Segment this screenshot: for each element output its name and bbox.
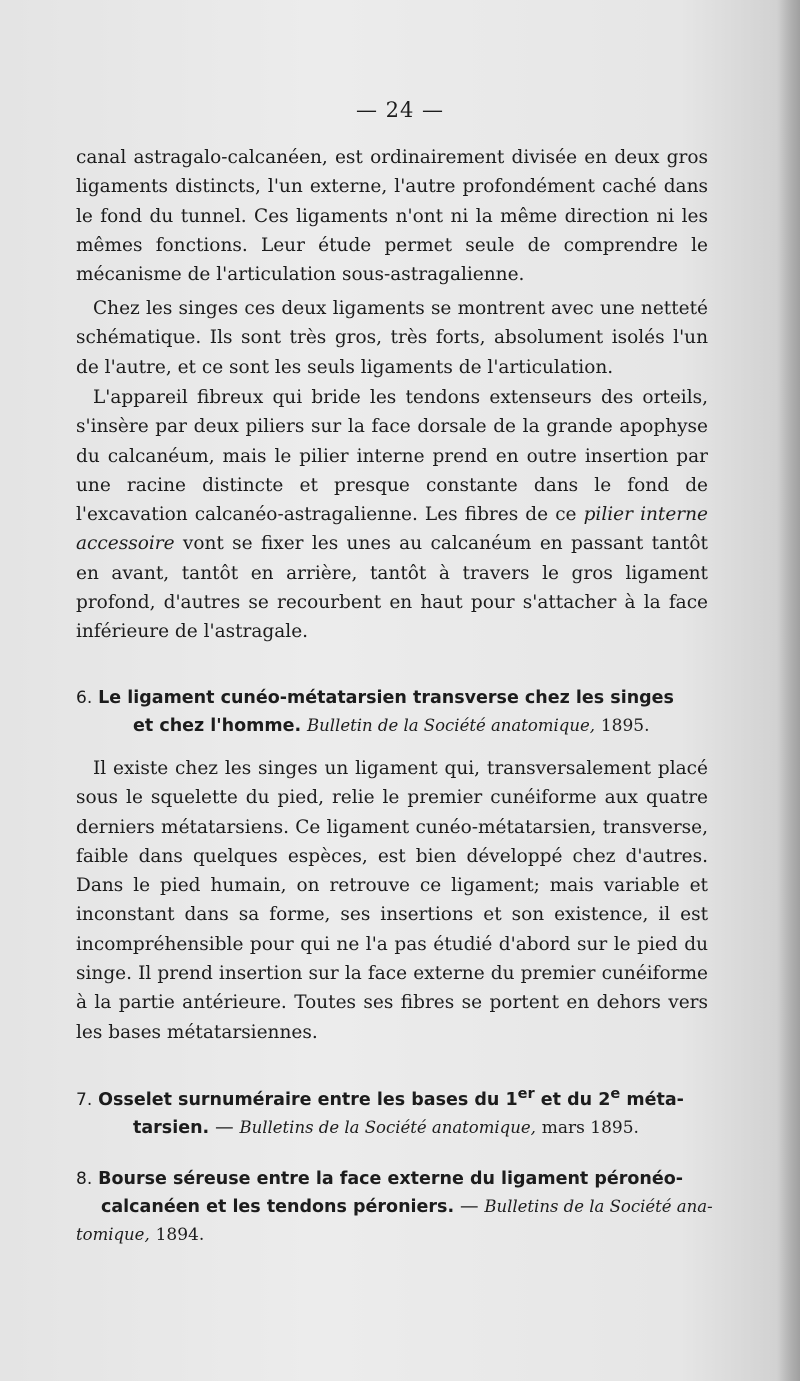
entry-line	[76, 684, 714, 712]
entry-title	[98, 1085, 684, 1110]
entry-line	[76, 1165, 714, 1193]
entry-number: 8.	[76, 1169, 93, 1189]
entry-citation-cont: tomique,	[76, 1225, 150, 1244]
entry-year: mars 1895.	[541, 1117, 639, 1138]
entry-dash: —	[209, 1116, 240, 1138]
entry-citation: Bulletins de la Société anatomique,	[239, 1117, 536, 1137]
entry-title-part: Osselet surnuméraire entre les bases du 1	[98, 1089, 518, 1110]
entry-title-part: et du 2	[534, 1089, 611, 1110]
entry-line	[76, 1221, 714, 1249]
entry-number: 7.	[76, 1089, 93, 1110]
entry-title-cont: calcanéen et les tendons péroniers.	[101, 1197, 455, 1217]
entry-line	[76, 712, 714, 740]
entry-title: Bourse séreuse entre la face externe du ligament péronéo-	[98, 1169, 684, 1189]
superscript: e	[610, 1085, 621, 1102]
entry-line	[76, 1193, 714, 1221]
entry-title-cont: tarsien.	[133, 1117, 210, 1138]
page-number: — 24 —	[355, 98, 445, 122]
entry-citation: Bulletin de la Société anatomique,	[307, 716, 595, 735]
bibliography-entry-6	[76, 684, 714, 740]
entry-dash: —	[454, 1196, 485, 1217]
entry-line	[76, 1114, 714, 1142]
entry-year: 1895.	[600, 716, 650, 736]
superscript: er	[517, 1085, 535, 1102]
entry-citation: Bulletins de la Société ana-	[484, 1197, 713, 1216]
entry-year: 1894.	[155, 1225, 205, 1245]
bibliography-entry-7	[76, 1080, 714, 1142]
paragraph-text-part: L'appareil fibreux qui bride les tendons extenseurs des orteils, s'insère par deux piliers sur la face dorsale de la grande apophyse du calcanéum, mais le pilier interne prend en outre insertion par une racine distincte et presque constante dans le fond de l'excavation calcanéo-astragalienne. Les fibres de ce	[76, 387, 708, 526]
paragraph-ligament-transverse: Il existe chez les singes un ligament qui, transversalement placé sous le squelette du pied, relie le premier cunéiforme aux quatre derniers métatarsiens. Ce ligament cunéo-métatarsien, transverse, faible dans quelques espèces, est bien développé chez d'autres. Dans le pied humain, on retrouve ce ligament; mais variable et inconstant dans sa forme, ses insertions et son existence, il est incompréhensible pour qui ne l'a pas étudié d'abord sur le pied du singe. Il prend insertion sur la face externe du premier cunéiforme à la partie antérieure. Toutes ses fibres se portent en dehors vers les bases métatarsiennes.	[76, 758, 708, 1043]
entry-title: Le ligament cunéo-métatarsien transverse chez les singes	[98, 688, 674, 708]
entry-title-cont: et chez l'homme.	[133, 716, 302, 736]
paragraph-singes-ligaments: Chez les singes ces deux ligaments se montrent avec une netteté schématique. Ils sont très gros, très forts, absolument isolés l'un de l'autre, et ce sont les seuls ligaments de l'articulation.	[76, 298, 708, 378]
entry-number: 6.	[76, 688, 93, 708]
page-edge-shadow	[778, 0, 800, 1381]
italic-term: pilier interne accessoire	[76, 504, 708, 555]
entry-title-part: méta-	[620, 1089, 684, 1110]
entry-line	[76, 1080, 714, 1114]
bibliography-entry-8	[76, 1165, 714, 1249]
paragraph-appareil-fibreux	[76, 383, 708, 647]
paragraph-ligaments-canal: canal astragalo-calcanéen, est ordinairement divisée en deux gros ligaments distincts, l'un externe, l'autre profondément caché dans le fond du tunnel. Ces ligaments n'ont ni la même direction ni les mêmes fonctions. Leur étude permet seule de comprendre le mécanisme de l'articulation sous-astragalienne.	[76, 147, 708, 286]
paragraph-text-part: vont se fixer les unes au calcanéum en passant tantôt en avant, tantôt en arrière, tantôt à travers le gros ligament profond, d'autres se recourbent en haut pour s'attacher à la face inférieure de l'astragale.	[76, 533, 708, 643]
